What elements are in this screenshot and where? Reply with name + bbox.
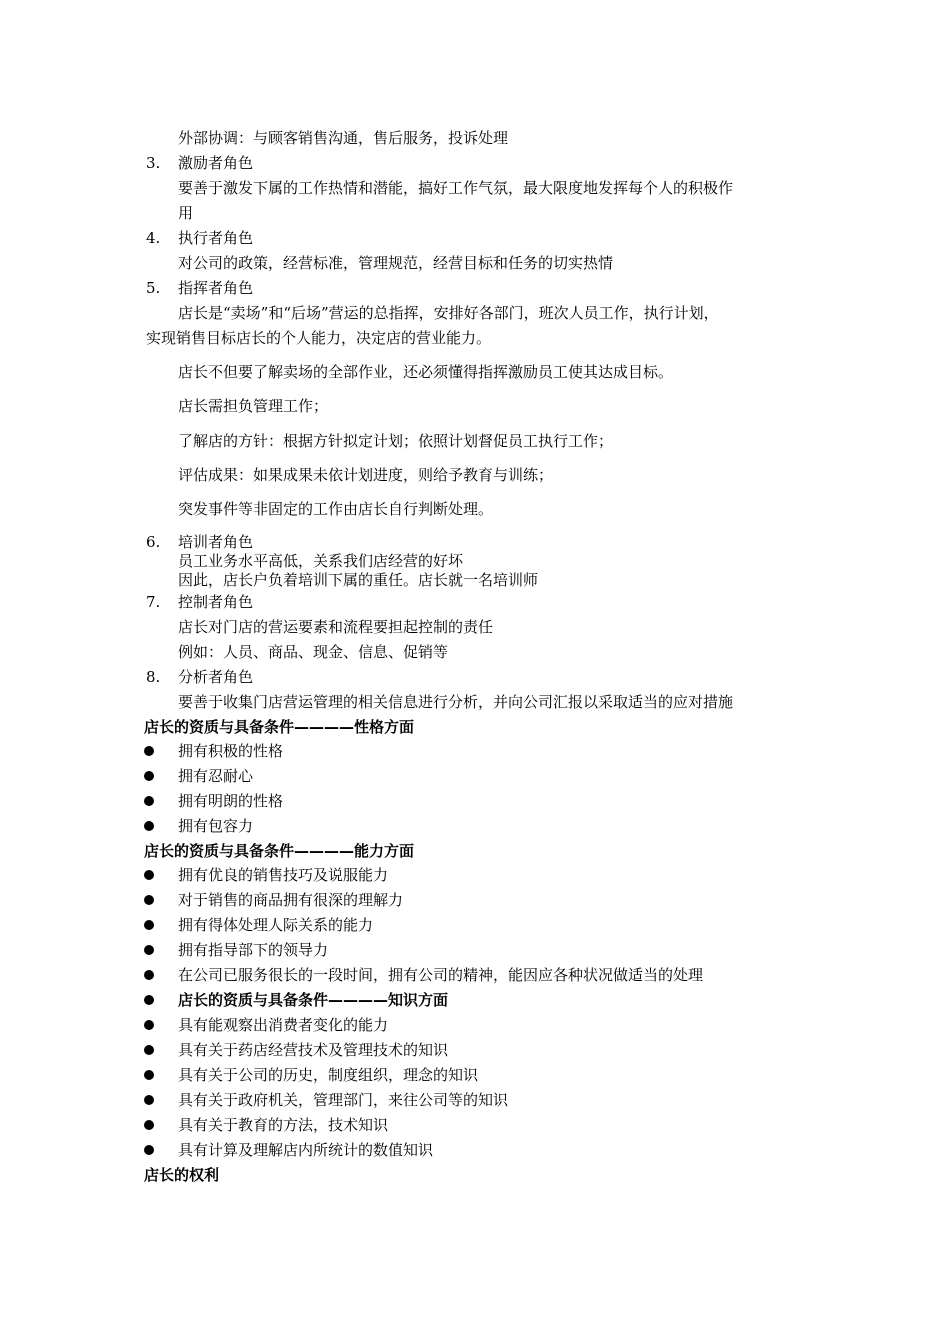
list-number: 5. xyxy=(146,279,161,297)
bullet-icon xyxy=(144,995,154,1005)
bullet-icon xyxy=(144,895,154,905)
bullet-icon xyxy=(144,796,154,806)
text-line: 对公司的政策，经营标准，管理规范，经营目标和任务的切实热情 xyxy=(178,254,614,272)
list-item: 拥有忍耐心 xyxy=(178,767,254,785)
text-line: 了解店的方针：根据方针拟定计划；依照计划督促员工执行工作； xyxy=(178,432,614,450)
bullet-icon xyxy=(144,771,154,781)
bullet-icon xyxy=(144,945,154,955)
list-item: 在公司已服务很长的一段时间，拥有公司的精神，能因应各种状况做适当的处理 xyxy=(178,966,704,984)
bullet-icon xyxy=(144,970,154,980)
section-heading: 店长的资质与具备条件————性格方面 xyxy=(144,718,415,736)
text-line: 店长是“卖场”和“后场”营运的总指挥，安排好各部门，班次人员工作，执行计划， xyxy=(178,304,719,322)
role-heading: 培训者角色 xyxy=(178,533,254,551)
list-item: 具有关于药店经营技术及管理技术的知识 xyxy=(178,1041,449,1059)
text-line: 用 xyxy=(178,204,194,222)
list-item: 具有计算及理解店内所统计的数值知识 xyxy=(178,1141,434,1159)
list-item: 具有能观察出消费者变化的能力 xyxy=(178,1016,389,1034)
bullet-icon xyxy=(144,746,154,756)
role-heading: 执行者角色 xyxy=(178,229,254,247)
text-line: 评估成果：如果成果未依计划进度，则给予教育与训练； xyxy=(178,466,554,484)
list-item: 对于销售的商品拥有很深的理解力 xyxy=(178,891,404,909)
list-number: 8. xyxy=(146,668,161,686)
section-heading: 店长的资质与具备条件————知识方面 xyxy=(178,991,449,1009)
bullet-icon xyxy=(144,821,154,831)
list-number: 7. xyxy=(146,593,161,611)
list-item: 拥有明朗的性格 xyxy=(178,792,284,810)
list-number: 3. xyxy=(146,154,161,172)
text-line: 外部协调：与顾客销售沟通，售后服务，投诉处理 xyxy=(178,129,509,147)
list-item: 拥有包容力 xyxy=(178,817,254,835)
text-line: 店长不但要了解卖场的全部作业，还必须懂得指挥激励员工使其达成目标。 xyxy=(178,363,674,381)
list-item: 拥有积极的性格 xyxy=(178,742,284,760)
list-item: 拥有优良的销售技巧及说服能力 xyxy=(178,866,389,884)
role-heading: 分析者角色 xyxy=(178,668,254,686)
section-heading: 店长的资质与具备条件————能力方面 xyxy=(144,842,415,860)
text-line: 员工业务水平高低，关系我们店经营的好坏 xyxy=(178,552,464,570)
bullet-icon xyxy=(144,870,154,880)
text-line: 店长需担负管理工作； xyxy=(178,397,329,415)
bullet-icon xyxy=(144,1020,154,1030)
list-item: 具有关于教育的方法，技术知识 xyxy=(178,1116,389,1134)
list-number: 6. xyxy=(146,533,161,551)
role-heading: 控制者角色 xyxy=(178,593,254,611)
bullet-icon xyxy=(144,1145,154,1155)
bullet-icon xyxy=(144,1120,154,1130)
bullet-icon xyxy=(144,920,154,930)
list-item: 拥有得体处理人际关系的能力 xyxy=(178,916,374,934)
text-line: 例如：人员、商品、现金、信息、促销等 xyxy=(178,643,449,661)
bullet-icon xyxy=(144,1070,154,1080)
text-line: 要善于收集门店营运管理的相关信息进行分析，并向公司汇报以采取适当的应对措施 xyxy=(178,693,734,711)
text-line: 店长对门店的营运要素和流程要担起控制的责任 xyxy=(178,618,494,636)
text-line: 突发事件等非固定的工作由店长自行判断处理。 xyxy=(178,500,494,518)
list-item: 拥有指导部下的领导力 xyxy=(178,941,329,959)
section-heading: 店长的权利 xyxy=(144,1166,220,1184)
text-line: 实现销售目标店长的个人能力，决定店的营业能力。 xyxy=(146,329,492,347)
role-heading: 指挥者角色 xyxy=(178,279,254,297)
list-item: 具有关于公司的历史，制度组织，理念的知识 xyxy=(178,1066,479,1084)
list-item: 具有关于政府机关，管理部门，来往公司等的知识 xyxy=(178,1091,509,1109)
text-line: 因此，店长户负着培训下属的重任。店长就一名培训师 xyxy=(178,571,539,589)
text-line: 要善于激发下属的工作热情和潜能，搞好工作气氛，最大限度地发挥每个人的积极作 xyxy=(178,179,734,197)
role-heading: 激励者角色 xyxy=(178,154,254,172)
bullet-icon xyxy=(144,1095,154,1105)
list-number: 4. xyxy=(146,229,161,247)
bullet-icon xyxy=(144,1045,154,1055)
